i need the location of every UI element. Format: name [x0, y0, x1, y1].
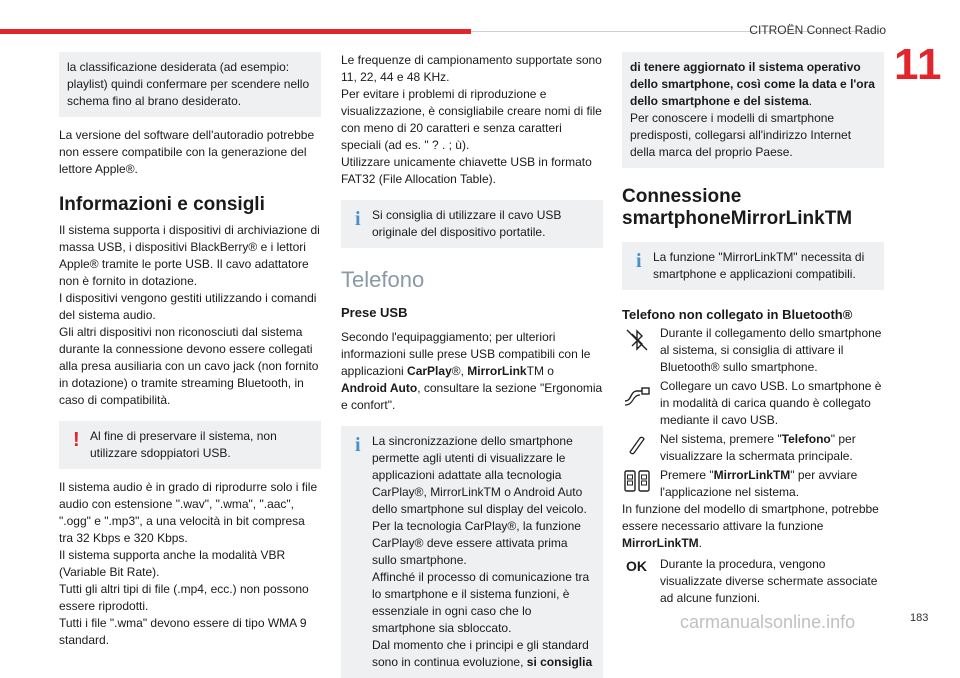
step-text: Nel sistema, premere "Telefono" per visualizzare la schermata principale. — [660, 432, 856, 463]
section-heading: Telefono — [341, 267, 425, 292]
bluetooth-disabled-icon — [622, 326, 652, 354]
info-text: Si consiglia di utilizzare il cavo USB originale del dispositivo portatile. — [372, 208, 562, 239]
paragraph: Per evitare i problemi di riproduzione e visualizzazione, è consigliabile creare nomi di file con meno di 20 caratteri e senza caratteri speciali (ad es. " ? . ; ù). — [341, 87, 602, 152]
paragraph: Tutti gli altri tipi di file (.mp4, ecc.) non possono essere riprodotti. — [59, 582, 309, 613]
paragraph: I dispositivi vengono gestiti utilizzando i comandi del sistema audio. — [59, 291, 317, 322]
warning-text: Al fine di preservare il sistema, non utilizzare sdoppiatori USB. — [90, 429, 277, 460]
paragraph: Secondo l'equipaggiamento; per ulteriori informazioni sulle prese USB compatibili con le applicazioni CarPlay®, MirrorLinkTM o Android Auto, consultare la sezione "Ergonomia e confort". — [341, 330, 603, 412]
paragraph: La versione del software dell'autoradio potrebbe non essere compatibile con la generazione del lettore Apple®. — [59, 128, 315, 176]
info-text: Affinché il processo di comunicazione tra lo smartphone e il sistema funzioni, è essenziale in ogni caso che lo smartphone sia sbloccato. — [372, 570, 590, 635]
watermark: carmanualsonline.info — [680, 612, 856, 632]
continued-box — [622, 52, 884, 168]
header-title: CITROËN Connect Radio — [749, 23, 886, 37]
paragraph: In funzione del modello di smartphone, potrebbe essere necessario attivare la funzione MirrorLinkTM. — [622, 502, 879, 550]
info-text: La sincronizzazione dello smartphone permette agli utenti di visualizzare le applicazioni adattate alla tecnologia CarPlay®, MirrorLinkTM o Android Auto dello smartphone sul display del veicolo. Per la tecnologia CarPlay®, la funzione CarPlay® deve essere attivata prima sullo smartphone. — [372, 434, 587, 567]
ok-icon: OK — [626, 558, 647, 574]
paragraph: Il sistema supporta i dispositivi di archiviazione di massa USB, i dispositivi BlackBerry® e i lettori Apple® tramite le porte USB. Il cavo adattatore non è fornito in dotazione. — [59, 223, 320, 288]
box-text: di tenere aggiornato il sistema operativo dello smartphone, così come la data e l'ora dello smartphone e del sistema. — [630, 60, 875, 108]
warning-icon: ! — [73, 429, 80, 451]
usb-cable-icon — [622, 379, 652, 407]
info-icon: i — [355, 208, 361, 230]
step-text: Durante la procedura, vengono visualizzate diverse schermate associate ad alcune funzioni. — [660, 557, 878, 605]
step-telefono — [622, 431, 884, 465]
step-text: Durante il collegamento dello smartphone al sistema, si consiglia di attivare il Bluetooth® sullo smartphone. — [660, 326, 882, 374]
box-text: Per conoscere i modelli di smartphone predisposti, collegarsi all'indirizzo Internet della marca del proprio Paese. — [630, 111, 852, 159]
column-1 — [59, 52, 321, 649]
info-text: Dal momento che i principi e gli standard sono in continua evoluzione, si consiglia — [372, 638, 593, 669]
column-2 — [341, 52, 603, 678]
chapter-number: 11 — [894, 40, 943, 89]
box-text: la classificazione desiderata (ad esempio: playlist) quindi confermare per scendere nello schema fino al brano desiderato. — [67, 60, 310, 108]
page-number: 183 — [910, 612, 929, 624]
step-text: Premere "MirrorLinkTM" per avviare l'applicazione nel sistema. — [660, 468, 858, 499]
mirrorlink-icon — [622, 468, 652, 496]
step-bluetooth — [622, 325, 884, 376]
info-icon: i — [355, 434, 361, 456]
info-notice — [341, 200, 603, 248]
paragraph: Utilizzare unicamente chiavette USB in formato FAT32 (File Allocation Table). — [341, 155, 592, 186]
subheading: Telefono non collegato in Bluetooth® — [622, 307, 853, 322]
phone-icon — [622, 432, 652, 460]
paragraph: Le frequenze di campionamento supportate sono 11, 22, 44 e 48 KHz. — [341, 53, 602, 84]
warning-notice — [59, 421, 321, 469]
info-icon: i — [636, 250, 642, 272]
step-text: Collegare un cavo USB. Lo smartphone è in modalità di carica quando è collegato mediante il cavo USB. — [660, 379, 882, 427]
step-procedure — [622, 556, 884, 607]
info-text: La funzione "MirrorLinkTM" necessita di smartphone e applicazioni compatibili. — [653, 250, 865, 281]
paragraph: Gli altri dispositivi non riconosciuti dal sistema durante la connessione devono essere collegati alla presa ausiliaria con un cavo jack (non fornito in dotazione) o tramite streaming Bluetooth, in caso di compatibilità. — [59, 325, 319, 407]
info-notice — [341, 426, 603, 678]
column-3 — [622, 52, 884, 607]
section-heading: Informazioni e consigli — [59, 194, 265, 215]
paragraph: Tutti i file ".wma" devono essere di tipo WMA 9 standard. — [59, 616, 307, 647]
step-mirrorlink — [622, 467, 884, 501]
step-usb — [622, 378, 884, 429]
paragraph: Il sistema supporta anche la modalità VBR (Variable Bit Rate). — [59, 548, 286, 579]
continued-box — [59, 52, 321, 117]
info-notice — [622, 242, 884, 290]
section-heading: Connessione smartphoneMirrorLinkTM — [622, 186, 853, 229]
paragraph: Il sistema audio è in grado di riprodurre solo i file audio con estensione ".wav", ".wma", ".aac", ".ogg" e ".mp3", a una velocità in bit compresa tra 32 Kbps e 320 Kbps. — [59, 480, 318, 545]
header-accent-bar — [0, 29, 471, 34]
subheading: Prese USB — [341, 305, 408, 320]
